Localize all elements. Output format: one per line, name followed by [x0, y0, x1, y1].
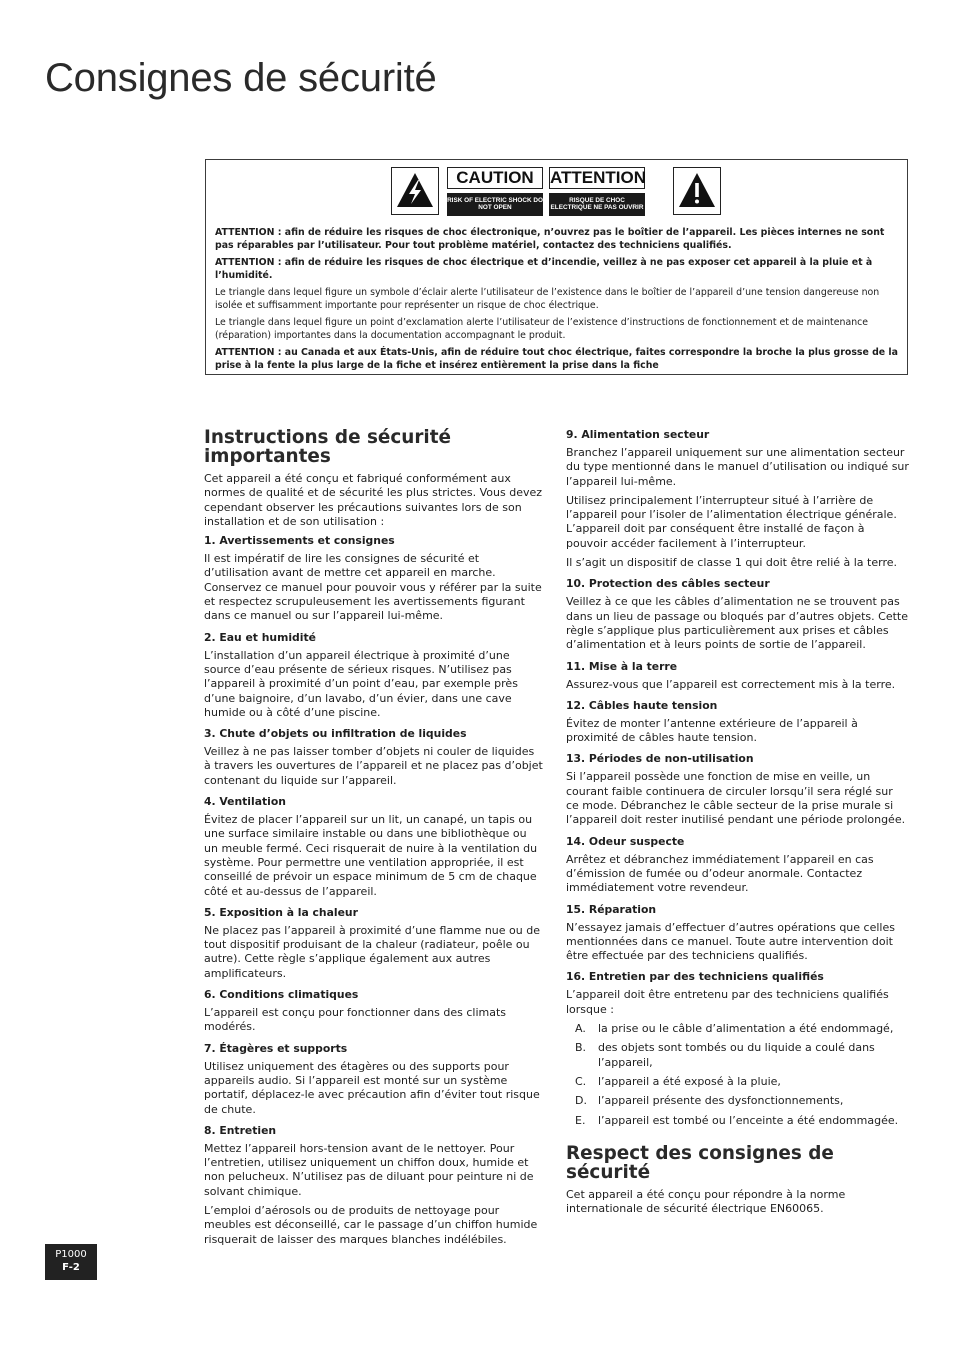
section-heading: 5. Exposition à la chaleur [204, 905, 358, 919]
attention-subtext: RISQUE DE CHOC ELECTRIQUE NE PAS OUVRIR [549, 193, 645, 216]
attention-heading: ATTENTION [550, 168, 647, 187]
section-paragraph: Arrêtez et débranchez immédiatement l’appareil en cas d’émission de fumée ou d’odeur anormale. Contactez immédiatement votre revendeur. [566, 852, 874, 895]
list-item-marker: C. [575, 1074, 587, 1088]
section-paragraph: Évitez de monter l’antenne extérieure de l’appareil à proximité de câbles haute tension. [566, 716, 858, 745]
section-heading: 1. Avertissements et consignes [204, 534, 395, 548]
intro-paragraph: Cet appareil a été conçu et fabriqué conformément aux normes de qualité et de sécurité les plus strictes. Vous devez cependant observer les précautions suivantes lors de son installation et de son utilisation : [204, 472, 543, 528]
page-footer-tag [45, 1244, 97, 1280]
section-heading: 14. Odeur suspecte [566, 834, 685, 848]
section-heading: 4. Ventilation [204, 795, 286, 809]
section-heading: 7. Étagères et supports [204, 1041, 348, 1055]
list-item [575, 1022, 909, 1036]
compliance-paragraph: Cet appareil a été conçu pour répondre à la norme internationale de sécurité électrique EN60065. [566, 1187, 846, 1216]
section-paragraph: Veillez à ce que les câbles d’alimentation ne se trouvent pas dans un lieu de passage ou bloqués par d’autres objets. Cette règle s’applique plus particulièrement aux prises et câbles d’alimentation et à leurs points de sortie de l’appareil. [566, 595, 908, 652]
section-paragraph: N’essayez jamais d’effectuer d’autres opérations que celles mentionnées dans ce manuel. Toute autre intervention doit être effectuée par des techniciens qualifiés. [566, 920, 895, 963]
exclamation-warning-icon [673, 167, 721, 215]
warning-paragraph: ATTENTION : afin de réduire les risques de choc électronique, n’ouvrez pas le boîtier de l’appareil. Les pièces internes ne sont pas réparables par l’utilisateur. Pour tout problème matériel, contactez des techniciens qualifiés. [215, 227, 885, 251]
list-item [575, 1075, 909, 1089]
lightning-warning-icon [391, 167, 439, 215]
section-paragraph: L’appareil doit être entretenu par des techniciens qualifiés lorsque : [566, 988, 889, 1016]
left-sections [204, 534, 544, 1247]
list-item-marker: B. [575, 1041, 587, 1055]
list-item-text: l’appareil présente des dysfonctionnements, [598, 1094, 844, 1108]
warning-paragraph: ATTENTION : afin de réduire les risques de choc électrique et d’incendie, veillez à ne pas exposer cet appareil à la pluie et à l’humidité. [215, 257, 873, 281]
list-item-text: la prise ou le câble d’alimentation a été endommagé, [598, 1022, 894, 1036]
section-paragraph: Si l’appareil possède une fonction de mise en veille, un courant faible continuera de circuler lorsqu’il sera réglé sur ce mode. Débranchez le câble secteur de la prise murale si l’appareil doit rester inutilisé pendant une période prolongée. [566, 770, 906, 827]
safety-warning-box [205, 159, 908, 375]
section-paragraph: Évitez de placer l’appareil sur un lit, un canapé, un tapis ou une surface similaire instable ou dans une bibliothèque ou un meuble fermé. Ceci risquerait de nuire à la ventilation du système. Pour permettre une ventilation appropriée, il est conseillé de prévoir un espace minimum de 5 cm de chaque côté et au-dessus de l’appareil. [204, 813, 538, 898]
section-heading: 9. Alimentation secteur [566, 428, 710, 441]
section-paragraph: Il est impératif de lire les consignes de sécurité et d’utilisation avant de mettre cet appareil en marche. Conservez ce manuel pour pouvoir vous y référer par la suite et respectez scrupuleusement les avertissements figurant dans ce manuel ou sur l’appareil lui-même. [204, 552, 542, 623]
list-item [575, 1094, 909, 1108]
list-item-text: l’appareil est tombé ou l’enceinte a été endommagée. [598, 1113, 899, 1127]
section-paragraph: Ne placez pas l’appareil à proximité d’une flamme nue ou de tout dispositif produisant de la chaleur (radiateur, poêle ou autre). Cette règle s’applique également aux autres amplificateurs. [204, 923, 540, 980]
conditions-list [575, 1022, 909, 1128]
section-heading: 15. Réparation [566, 902, 657, 916]
page-title: Consignes de sécurité [45, 56, 437, 100]
section-paragraph: L’emploi d’aérosols ou de produits de nettoyage pour meubles est déconseillé, car le passage d’un chiffon humide risquerait de laisser des marques blanches indélébiles. [204, 1203, 538, 1246]
compliance-heading: Respect des consignes de sécurité [566, 1142, 834, 1183]
caution-label [447, 167, 543, 216]
section-paragraph: Utilisez uniquement des étagères ou des supports pour appareils audio. Si l’appareil est monté sur un système portatif, déplacez-le avec précaution afin d’éviter tout risque de chute. [204, 1059, 540, 1116]
section-paragraph: L’appareil est conçu pour fonctionner dans des climats modérés. [204, 1006, 507, 1034]
section-heading: 6. Conditions climatiques [204, 988, 359, 1002]
section-heading: 8. Entretien [204, 1123, 277, 1137]
section-paragraph: L’installation d’un appareil électrique à proximité d’une source d’eau présente de sérieux risques. N’utilisez pas l’appareil à proximité d’un point d’eau, par exemple près d’une baignoire, d’un lavabo, d’un évier, dans une cave humide ou à côté d’une piscine. [204, 648, 518, 719]
model-number: P1000 [55, 1249, 87, 1260]
section-paragraph: Mettez l’appareil hors-tension avant de le nettoyer. Pour l’entretien, utilisez uniquement un chiffon doux, humide et non pelucheux. N’utilisez pas de diluant pour peinture ni de solvant chimique. [204, 1141, 534, 1198]
list-item-marker: A. [575, 1022, 586, 1036]
section-heading: 12. Câbles haute tension [566, 698, 718, 712]
section-paragraph: Veillez à ne pas laisser tomber d’objets ni couler de liquides à travers les ouvertures de l’appareil et ne placez pas d’objet contenant du liquide sur l’appareil. [204, 745, 543, 787]
section-heading: 13. Périodes de non-utilisation [566, 752, 754, 766]
list-item-marker: D. [575, 1094, 587, 1108]
list-item-text: des objets sont tombés ou du liquide a coulé dans l’appareil, [598, 1041, 875, 1069]
section-paragraph: Branchez l’appareil uniquement sur une alimentation secteur du type mentionné dans le manuel d’utilisation ou indiqué sur l’appareil lui-même. [566, 446, 909, 488]
section-heading: 3. Chute d’objets ou infiltration de liquides [204, 727, 467, 741]
warning-paragraph: ATTENTION : au Canada et aux États-Unis, afin de réduire tout choc électrique, faites correspondre la broche la plus grosse de la prise à la fente la plus large de la fiche et insérez entièrement la prise dans la fiche [215, 347, 898, 371]
warning-label-strip [391, 167, 725, 217]
warning-text [215, 227, 899, 377]
right-column [566, 428, 909, 1221]
section-paragraph: Il s’agit un dispositif de classe 1 qui doit être relié à la terre. [566, 556, 897, 570]
section-paragraph: Assurez-vous que l’appareil est correctement mis à la terre. [566, 677, 896, 691]
section-heading: 11. Mise à la terre [566, 659, 678, 673]
section-paragraph: Utilisez principalement l’interrupteur situé à l’arrière de l’appareil pour l’isoler de l’alimentation électrique générale. L’appareil doit par conséquent être installé de façon à pouvoir accéder facilement à l’interrupteur. [566, 493, 897, 550]
instructions-heading: Instructions de sécurité importantes [204, 427, 451, 467]
caution-heading: CAUTION [447, 167, 543, 189]
list-item [575, 1041, 909, 1070]
list-item-marker: E. [575, 1113, 586, 1127]
section-heading: 10. Protection des câbles secteur [566, 577, 770, 591]
attention-label [549, 167, 645, 216]
list-item-text: l’appareil a été exposé à la pluie, [598, 1074, 781, 1088]
warning-paragraph: Le triangle dans lequel figure un symbole d’éclair alerte l’utilisateur de l’existence dans le boîtier de l’appareil d’une tension dangereuse non isolée et suffisamment importante pour représenter un risque de choc électrique. [215, 287, 880, 311]
left-column [204, 428, 544, 1252]
caution-subtext: RISK OF ELECTRIC SHOCK DO NOT OPEN [447, 193, 543, 216]
section-heading: 16. Entretien par des techniciens qualifiés [566, 970, 824, 984]
list-item [575, 1114, 909, 1128]
right-sections [566, 428, 909, 1017]
section-heading: 2. Eau et humidité [204, 630, 316, 644]
page-number: F-2 [62, 1262, 80, 1273]
warning-paragraph: Le triangle dans lequel figure un point d’exclamation alerte l’utilisateur de l’existence d’instructions de fonctionnement et de maintenance (réparation) importantes dans la documentation accompagnant le produit. [215, 317, 869, 341]
